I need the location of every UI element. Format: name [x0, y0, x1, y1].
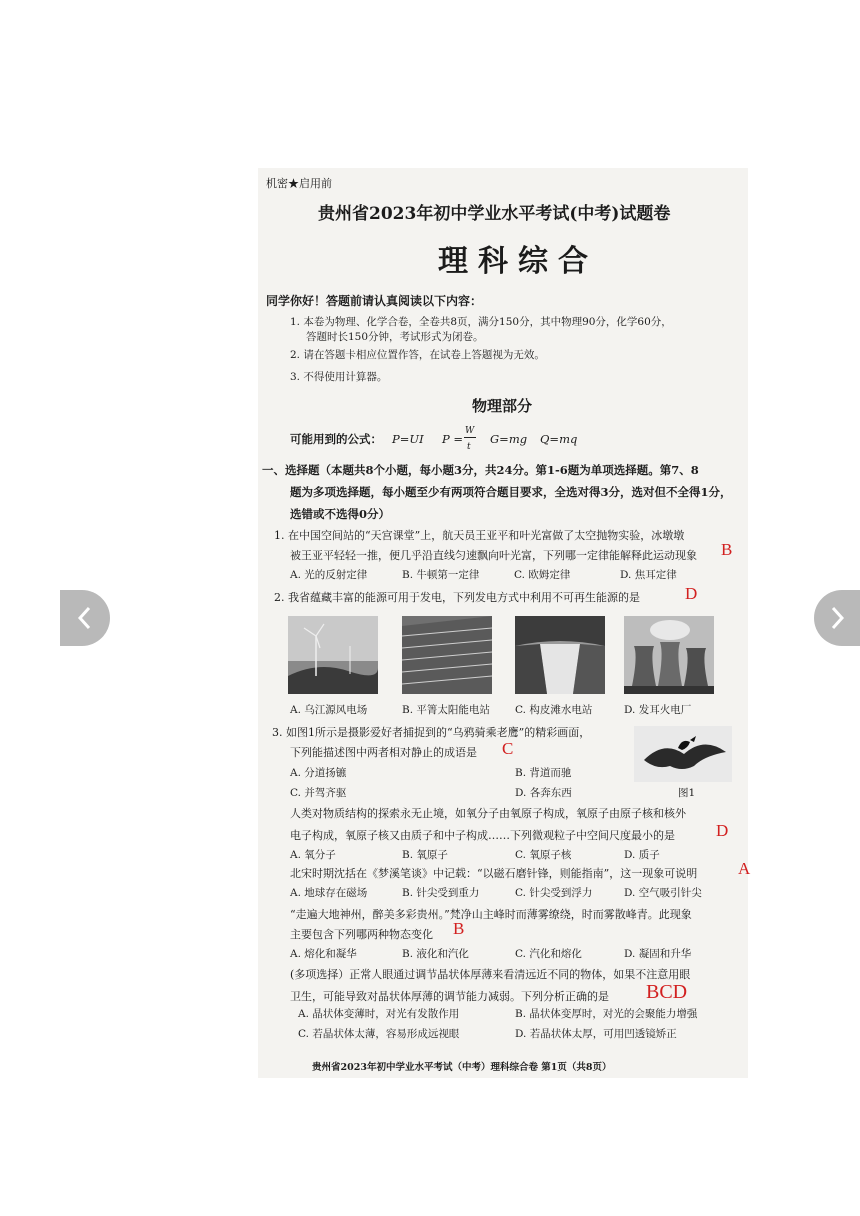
option: C. 氧原子核	[515, 849, 572, 861]
section-instruction: 一、选择题（本题共8个小题，每小题3分，共24分。第1-6题为单项选择题。第7、8	[262, 463, 699, 477]
option: A. 分道扬镳	[290, 767, 347, 779]
option: C. 构皮滩水电站	[515, 704, 593, 716]
option: B. 液化和汽化	[402, 948, 469, 960]
notice-item: 答题时长150分钟，考试形式为闭卷。	[306, 331, 484, 343]
formula-power: P=UI	[392, 432, 424, 446]
question-text: (多项选择）正常人眼通过调节晶状体厚薄来看清远近不同的物体，如果不注意用眼	[290, 968, 691, 981]
option: A. 晶状体变薄时，对光有发散作用	[298, 1008, 460, 1020]
option: D. 凝固和升华	[624, 948, 692, 960]
confidential-mark: 机密★启用前	[266, 177, 332, 190]
hydropower-dam-photo	[515, 616, 605, 694]
subject-title: 理科综合	[438, 244, 598, 279]
notice-item: 1. 本卷为物理、化学合卷，全卷共8页，满分150分，其中物理90分，化学60分，	[290, 316, 672, 328]
chevron-right-icon	[814, 590, 860, 646]
formula-fraction-denominator: t	[467, 442, 471, 452]
option: C. 针尖受到浮力	[515, 887, 593, 899]
handwritten-answer: B	[453, 919, 465, 938]
option: B. 背道而驰	[515, 767, 572, 779]
handwritten-answer: C	[502, 739, 514, 758]
exam-title: 贵州省2023年初中学业水平考试(中考)试题卷	[318, 204, 671, 224]
option: D. 发耳火电厂	[624, 704, 692, 716]
handwritten-answer: D	[716, 821, 729, 840]
question-text: 3. 如图1所示是摄影爱好者捕捉到的“乌鸦骑乘老鹰”的精彩画面，	[272, 726, 591, 739]
formula-heat: Q=mq	[540, 432, 578, 446]
option: C. 若晶状体太薄，容易形成远视眼	[298, 1028, 460, 1040]
question-text: 主要包含下列哪两种物态变化	[290, 928, 433, 941]
notice-item: 2. 请在答题卡相应位置作答，在试卷上答题视为无效。	[290, 349, 545, 361]
option: D. 若晶状体太厚，可用凹透镜矫正	[515, 1028, 677, 1040]
formula-fraction-numerator: W	[465, 426, 475, 436]
formula-label: 可能用到的公式：	[290, 432, 382, 446]
question-text: 1. 在中国空间站的“天宫课堂”上，航天员王亚平和叶光富做了太空抛物实验，冰墩墩	[274, 529, 685, 542]
option: C. 汽化和熔化	[515, 948, 582, 960]
question-text: 2. 我省蕴藏丰富的能源可用于发电，下列发电方式中利用不可再生能源的是	[274, 591, 640, 604]
option: B. 针尖受到重力	[402, 887, 480, 899]
handwritten-answer: B	[721, 540, 733, 559]
option: D. 空气吸引针尖	[624, 887, 702, 899]
figure-caption: 图1	[678, 787, 696, 799]
formula-power-work: P =	[442, 432, 464, 446]
section-instruction: 选错或不选得0分）	[290, 507, 391, 521]
next-page-button[interactable]	[814, 590, 860, 646]
section-instruction: 题为多项选择题，每小题至少有两项符合题目要求，全选对得3分，选对但不全得1分，	[290, 485, 732, 499]
wind-farm-photo	[288, 616, 378, 694]
question-text: 被王亚平轻轻一推，便几乎沿直线匀速飘向叶光富，下列哪一定律能解释此运动现象	[290, 549, 697, 562]
handwritten-answer: D	[685, 584, 698, 603]
option: D. 质子	[624, 849, 660, 861]
option: A. 乌江源风电场	[290, 704, 368, 716]
notice-heading: 同学你好！答题前请认真阅读以下内容：	[266, 294, 483, 308]
crow-riding-eagle-figure	[634, 726, 732, 782]
question-text: “走遍大地神州，醉美多彩贵州。”梵净山主峰时而薄雾缭绕，时而雾散峰青。此现象	[290, 908, 692, 921]
option: B. 晶状体变厚时，对光的会聚能力增强	[515, 1008, 698, 1020]
question-text: 北宋时期沈括在《梦溪笔谈》中记载：“以磁石磨针锋，则能指南”，这一现象可说明	[290, 867, 698, 880]
thermal-power-plant-photo	[624, 616, 714, 694]
notice-item: 3. 不得使用计算器。	[290, 371, 388, 383]
option: D. 各奔东西	[515, 787, 572, 799]
formula-fraction-bar	[464, 437, 476, 438]
section-heading-physics: 物理部分	[472, 397, 533, 415]
question-text: 电子构成，氧原子核又由质子和中子构成……下列微观粒子中空间尺度最小的是	[290, 829, 675, 842]
option: A. 地球存在磁场	[290, 887, 368, 899]
handwritten-answer: A	[738, 859, 751, 878]
option: A. 氧分子	[290, 849, 336, 861]
option: B. 平箐太阳能电站	[402, 704, 490, 716]
chevron-left-icon	[60, 590, 110, 646]
formula-gravity: G=mg	[490, 432, 528, 446]
option: A. 光的反射定律	[290, 569, 368, 581]
option: A. 熔化和凝华	[290, 948, 357, 960]
solar-station-photo	[402, 616, 492, 694]
question-text: 卫生，可能导致对晶状体厚薄的调节能力减弱。下列分析正确的是	[290, 990, 609, 1003]
option: D. 焦耳定律	[620, 569, 677, 581]
question-text: 人类对物质结构的探索永无止境，如氧分子由氧原子构成，氧原子由原子核和核外	[290, 807, 686, 820]
page-footer: 贵州省2023年初中学业水平考试（中考）理科综合卷 第1页（共8页）	[312, 1062, 612, 1073]
option: B. 氧原子	[402, 849, 448, 861]
previous-page-button[interactable]	[60, 590, 110, 646]
question-text: 下列能描述图中两者相对静止的成语是	[290, 746, 477, 759]
option: C. 欧姆定律	[514, 569, 571, 581]
option: B. 牛顿第一定律	[402, 569, 480, 581]
option: C. 并驾齐驱	[290, 787, 347, 799]
handwritten-answer: BCD	[646, 981, 688, 1003]
